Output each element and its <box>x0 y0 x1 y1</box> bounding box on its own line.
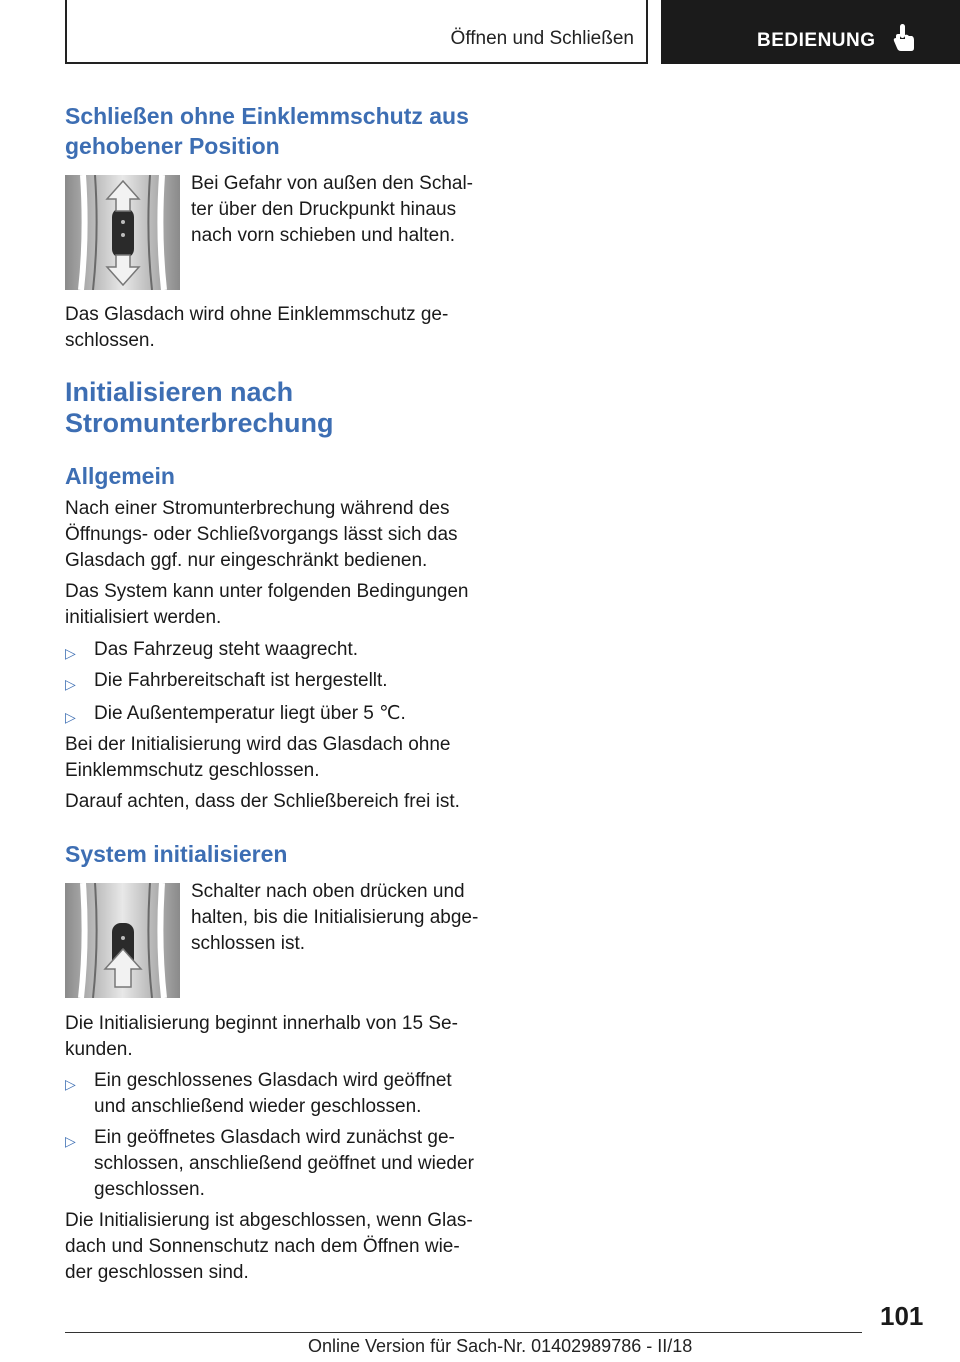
triangle-bullet-icon: ▷ <box>65 645 76 661</box>
paragraph: Die Initialisierung ist abgeschlossen, wenn Glas- dach und Sonnenschutz nach dem Öffnen wie- der geschlossen sind. <box>65 1210 473 1283</box>
section-heading: Schließen ohne Einklemmschutz aus gehobener Position <box>65 103 469 159</box>
chapter-label: BEDIENUNG <box>757 30 876 51</box>
header-chapter-tab <box>661 0 960 64</box>
header-section-box <box>65 0 648 64</box>
chapter-heading: Initialisieren nach Stromunterbrechung <box>65 377 334 438</box>
caution-text: Darauf achten, dass der Schließbereich frei ist. <box>65 791 460 812</box>
paragraph: Das Glasdach wird ohne Einklemmschutz ge- schlossen. <box>65 304 449 351</box>
triangle-bullet-icon: ▷ <box>65 676 76 692</box>
switch-illustration-push-up <box>65 883 180 998</box>
triangle-bullet-icon: ▷ <box>65 1133 76 1149</box>
paragraph: Die Initialisierung beginnt innerhalb von 15 Se- kunden. <box>65 1013 458 1060</box>
subsection-heading: Allgemein <box>65 463 175 489</box>
pointing-hand-icon <box>893 24 915 57</box>
paragraph: Bei der Initialisierung wird das Glasdach ohne Einklemmschutz geschlossen. <box>65 734 451 781</box>
instruction-text: Schalter nach oben drücken und halten, bis die Initialisierung abge- schlossen ist. <box>191 881 479 954</box>
footer-divider <box>65 1332 862 1333</box>
paragraph: Nach einer Stromunterbrechung während des Öffnungs- oder Schließvorgangs lässt sich das Glasdach ggf. nur eingeschränkt bedienen. <box>65 498 458 571</box>
switch-illustration-push-forward <box>65 175 180 290</box>
paragraph: Das System kann unter folgenden Bedingungen initialisiert werden. <box>65 581 469 628</box>
page-number: 101 <box>880 1301 924 1331</box>
subsection-heading: System initialisieren <box>65 841 288 867</box>
instruction-text: Bei Gefahr von außen den Schal- ter über den Druckpunkt hinaus nach vorn schieben und halten. <box>191 173 474 246</box>
triangle-bullet-icon: ▷ <box>65 709 76 725</box>
triangle-bullet-icon: ▷ <box>65 1076 76 1092</box>
footer-online-version: Online Version für Sach-Nr. 01402989786 - II/18 <box>308 1336 693 1356</box>
header-section-title: Öffnen und Schließen <box>450 28 634 49</box>
